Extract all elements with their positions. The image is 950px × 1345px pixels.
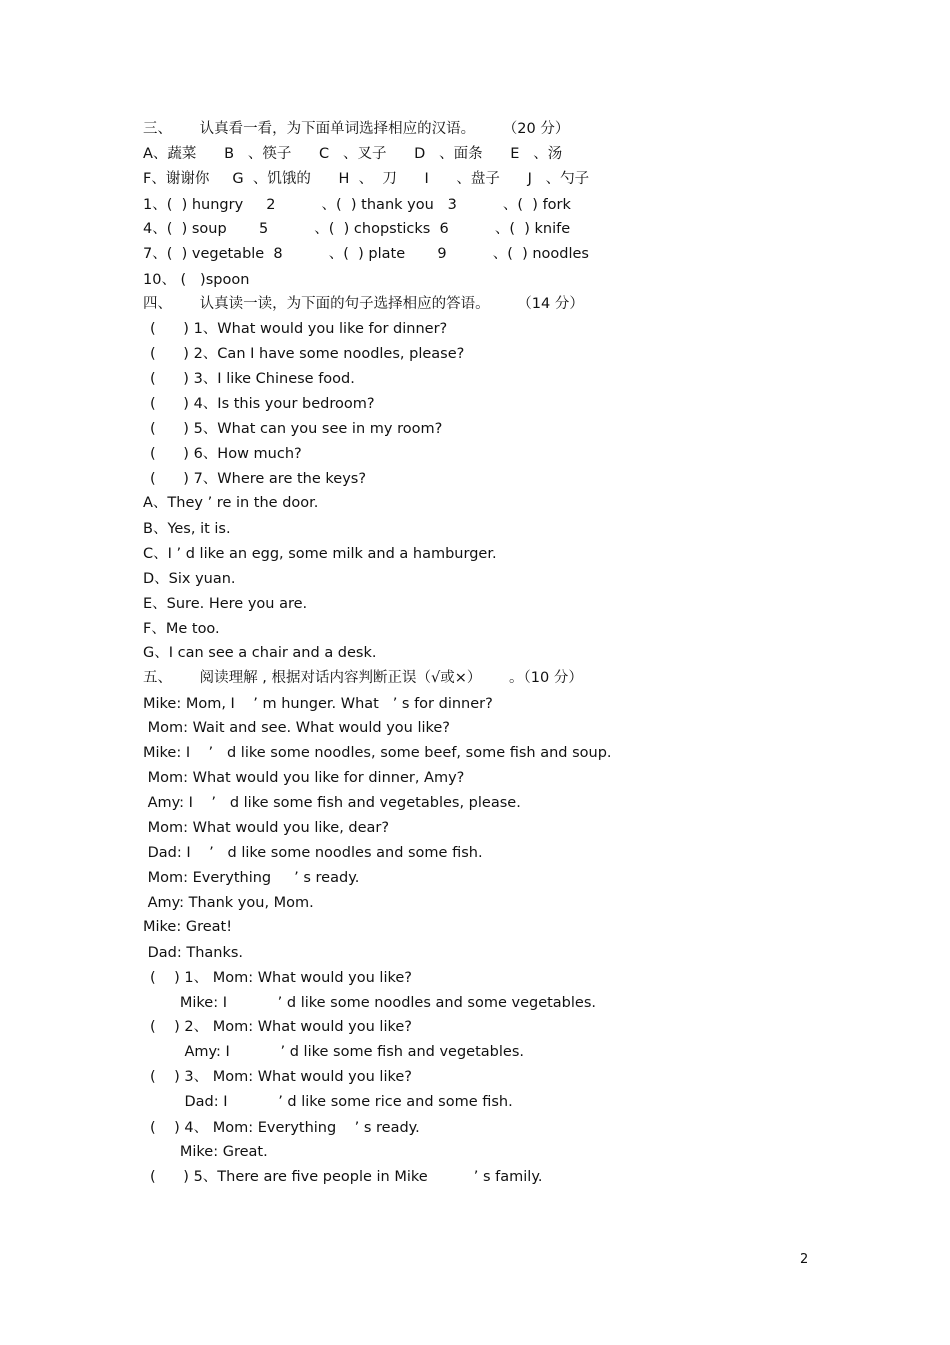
judgement-item-reply: Dad: I ’ d like some rice and some fish.: [143, 1094, 513, 1110]
section-4-answer: D、Six yuan.: [143, 571, 236, 587]
section-3-options-row-2: F、谢谢你 G 、饥饿的 H 、 刀 I 、盘子 J 、勺子: [143, 171, 590, 187]
section-3-question-row-1: 1、( ) hungry 2 、( ) thank you 3 、( ) fork: [143, 197, 571, 213]
section-4-answer: G、I can see a chair and a desk.: [143, 645, 377, 661]
judgement-item: ( ) 4、 Mom: Everything ’ s ready.: [150, 1120, 420, 1136]
judgement-item: ( ) 3、 Mom: What would you like?: [150, 1069, 412, 1085]
dialogue-line: Mom: What would you like, dear?: [143, 820, 390, 836]
section-4-answer: E、Sure. Here you are.: [143, 596, 308, 612]
section-5-heading: 五、 阅读理解 , 根据对话内容判断正误（√或×） 。（10 分）: [143, 670, 583, 686]
dialogue-line: Amy: I ’ d like some fish and vegetables, please.: [143, 795, 521, 811]
section-3-question-row-3: 7、( ) vegetable 8 、( ) plate 9 、( ) noodles: [143, 246, 589, 262]
judgement-item: ( ) 2、 Mom: What would you like?: [150, 1019, 412, 1035]
dialogue-line: Mom: What would you like for dinner, Amy?: [143, 770, 465, 786]
section-4-answer: B、Yes, it is.: [143, 521, 231, 537]
judgement-item-reply: Mike: Great.: [143, 1144, 268, 1160]
section-4-question: ( ) 5、What can you see in my room?: [150, 421, 443, 437]
dialogue-line: Mom: Everything ’ s ready.: [143, 870, 360, 886]
section-3-question-row-2: 4、( ) soup 5 、( ) chopsticks 6 、( ) knife: [143, 221, 571, 237]
section-4-answer: C、I ’ d like an egg, some milk and a hamburger.: [143, 546, 497, 562]
section-4-question: ( ) 4、Is this your bedroom?: [150, 396, 375, 412]
judgement-item: ( ) 1、 Mom: What would you like?: [150, 970, 412, 986]
section-4-question: ( ) 1、What would you like for dinner?: [150, 321, 448, 337]
judgement-item-reply: Amy: I ’ d like some fish and vegetables.: [143, 1044, 524, 1060]
judgement-item: ( ) 5、There are five people in Mike ’ s family.: [150, 1169, 543, 1185]
dialogue-line: Mike: Great!: [143, 919, 233, 935]
dialogue-line: Mike: Mom, I ’ m hunger. What ’ s for dinner?: [143, 696, 493, 712]
dialogue-line: Mom: Wait and see. What would you like?: [143, 720, 451, 736]
section-4-answer: A、They ’ re in the door.: [143, 495, 319, 511]
section-4-question: ( ) 6、How much?: [150, 446, 302, 462]
judgement-item-reply: Mike: I ’ d like some noodles and some vegetables.: [143, 995, 596, 1011]
section-4-question: ( ) 3、I like Chinese food.: [150, 371, 355, 387]
section-4-answer: F、Me too.: [143, 621, 220, 637]
dialogue-line: Amy: Thank you, Mom.: [143, 895, 314, 911]
dialogue-line: Dad: Thanks.: [143, 945, 244, 961]
section-3-options-row-1: A、蔬菜 B 、筷子 C 、叉子 D 、面条 E 、汤: [143, 146, 563, 162]
page-number: 2: [800, 1252, 809, 1267]
dialogue-line: Mike: I ’ d like some noodles, some beef, some fish and soup.: [143, 745, 612, 761]
section-4-question: ( ) 2、Can I have some noodles, please?: [150, 346, 465, 362]
section-4-question: ( ) 7、Where are the keys?: [150, 471, 367, 487]
dialogue-line: Dad: I ’ d like some noodles and some fish.: [143, 845, 483, 861]
section-3-heading: 三、 认真看一看，为下面单词选择相应的汉语。 （20 分）: [143, 121, 570, 137]
section-4-heading: 四、 认真读一读，为下面的句子选择相应的答语。 （14 分）: [143, 296, 584, 312]
section-3-question-row-4: 10、 ( )spoon: [143, 272, 250, 288]
